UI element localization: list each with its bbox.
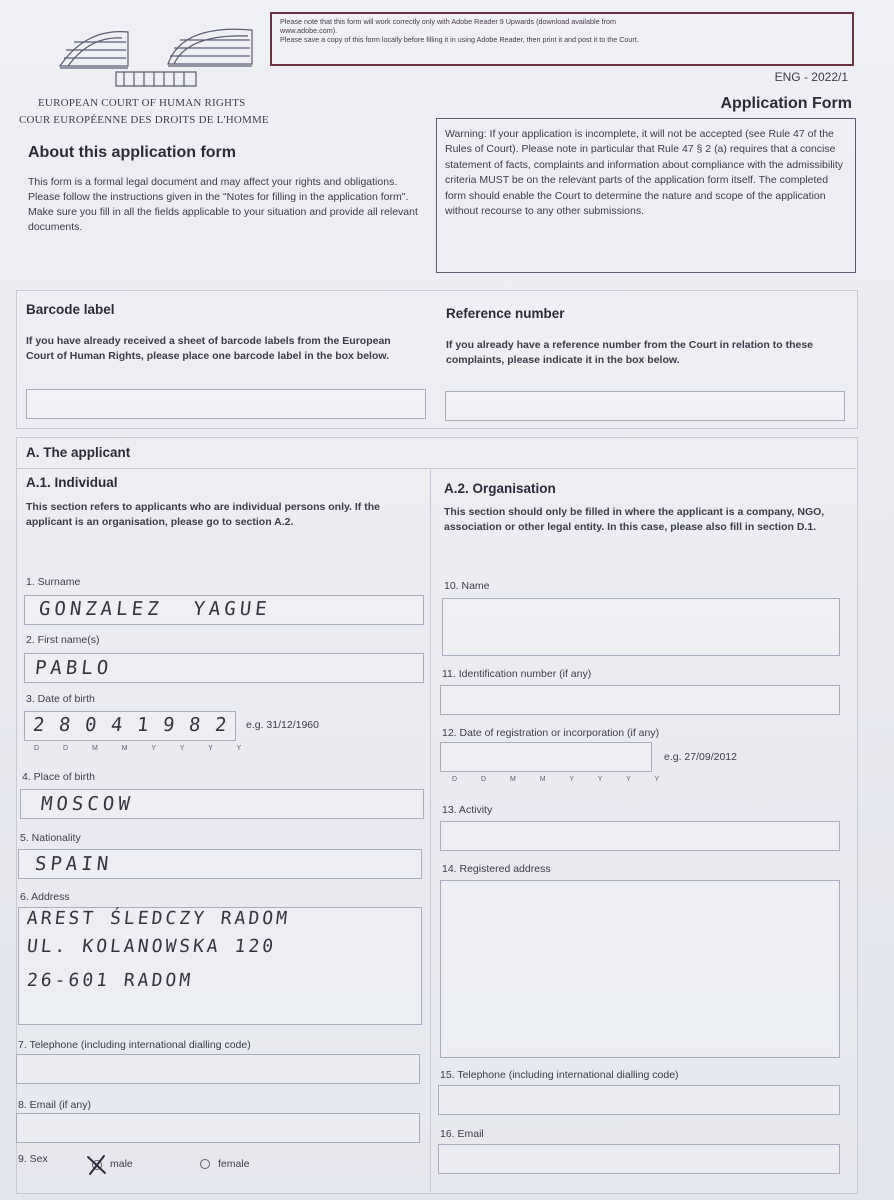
column-divider (430, 468, 431, 1192)
surname-value: GONZALEZ YAGUE (37, 598, 272, 620)
barcode-note: If you have already received a sheet of barcode labels from the European Court of Human Rights, please place one barcode label in the box below. (26, 335, 391, 362)
court-name-fr: COUR EUROPÉENNE DES DROITS DE L'HOMME (19, 114, 269, 126)
dob-label: 3. Date of birth (26, 693, 95, 705)
surname-input[interactable] (24, 595, 424, 625)
pob-value: MOSCOW (39, 793, 135, 815)
dob-digit: 1 (135, 714, 150, 736)
adobe-notice-box (270, 12, 854, 66)
pob-input[interactable] (20, 789, 424, 819)
notice-line-3: Please save a copy of this form locally before filling it in using Adobe Reader, then print it and post it to the Court. (280, 35, 639, 44)
male-radio[interactable] (90, 1158, 104, 1172)
dob-digit: 4 (109, 714, 124, 736)
dob-digit: 8 (187, 714, 202, 736)
org-address-input[interactable] (440, 880, 840, 1058)
barcode-label-box[interactable] (26, 389, 426, 419)
handwritten-x-mark-icon (86, 1154, 108, 1176)
applicant-title: A. The applicant (26, 445, 131, 460)
notice-line-2: www.adobe.com). (280, 26, 338, 35)
sex-label: 9. Sex (18, 1153, 48, 1165)
pob-label: 4. Place of birth (22, 771, 95, 783)
org-email-label: 16. Email (440, 1128, 484, 1140)
address-line-2: UL. KOLANOWSKA 120 (25, 936, 278, 957)
first-name-value: PABLO (33, 657, 114, 679)
org-address-label: 14. Registered address (442, 863, 551, 875)
org-id-label: 11. Identification number (if any) (442, 668, 592, 680)
female-radio[interactable] (200, 1159, 210, 1169)
telephone-label: 7. Telephone (including international dialling code) (18, 1039, 251, 1051)
dob-input[interactable] (24, 711, 236, 741)
org-reg-date-input[interactable] (440, 742, 652, 772)
reference-number-input[interactable] (445, 391, 845, 421)
nationality-value: SPAIN (33, 853, 114, 875)
reference-title: Reference number (446, 306, 565, 321)
org-reg-date-example: e.g. 27/09/2012 (664, 751, 737, 763)
address-line-3: 26-601 RADOM (25, 970, 195, 991)
dob-digit: 2 (31, 714, 46, 736)
telephone-input[interactable] (16, 1054, 420, 1084)
about-title: About this application form (28, 144, 236, 161)
nationality-input[interactable] (18, 849, 422, 879)
male-label: male (110, 1158, 133, 1170)
org-telephone-label: 15. Telephone (including international dialling code) (440, 1069, 679, 1081)
organisation-note: This section should only be filled in where the applicant is a company, NGO, association or other legal entity. In this case, please also fill in section D.1. (444, 506, 825, 533)
org-email-input[interactable] (438, 1144, 840, 1174)
dob-digit: 9 (161, 714, 176, 736)
org-name-input[interactable] (442, 598, 840, 656)
org-activity-label: 13. Activity (442, 804, 493, 816)
form-code: ENG - 2022/1 (774, 70, 848, 84)
org-telephone-input[interactable] (438, 1085, 840, 1115)
dob-example: e.g. 31/12/1960 (246, 719, 319, 731)
dob-digit: 8 (57, 714, 72, 736)
dob-digits (33, 714, 237, 736)
org-id-input[interactable] (440, 685, 840, 715)
surname-label: 1. Surname (26, 576, 81, 588)
org-reg-date-format: D D M M Y Y Y Y (452, 776, 671, 783)
organisation-title: A.2. Organisation (444, 481, 556, 496)
address-input[interactable] (18, 907, 422, 1025)
address-line-1: AREST ŚLEDCZY RADOM (25, 908, 292, 929)
first-name-label: 2. First name(s) (26, 634, 100, 646)
form-title: Application Form (720, 95, 852, 112)
notice-line-1: Please note that this form will work correctly only with Adobe Reader 9 Upwards (download available from (280, 17, 616, 26)
email-input[interactable] (16, 1113, 420, 1143)
individual-title: A.1. Individual (26, 475, 118, 490)
court-name-en: EUROPEAN COURT OF HUMAN RIGHTS (38, 97, 246, 109)
about-text: This form is a formal legal document and may affect your rights and obligations. Please follow the instructions given in the "Notes for filling in the application form". Make sure you fill in all the fields applicable to your situation and provide all relevant documents. (28, 176, 418, 233)
org-name-label: 10. Name (444, 580, 490, 592)
nationality-label: 5. Nationality (20, 832, 81, 844)
female-label: female (218, 1158, 250, 1170)
first-name-input[interactable] (24, 653, 424, 683)
court-building-logo (56, 22, 256, 92)
org-reg-date-label: 12. Date of registration or incorporation (if any) (442, 727, 660, 739)
individual-note: This section refers to applicants who are individual persons only. If the applicant is an organisation, please go to section A.2. (26, 501, 380, 528)
reference-note: If you already have a reference number from the Court in relation to these complaints, please indicate it in the box below. (446, 339, 814, 366)
org-activity-input[interactable] (440, 821, 840, 851)
applicant-divider (16, 468, 856, 469)
dob-format-hint: D D M M Y Y Y Y (34, 745, 253, 752)
dob-digit: 0 (83, 714, 98, 736)
dob-digit: 2 (213, 714, 228, 736)
email-label: 8. Email (if any) (18, 1099, 91, 1111)
address-label: 6. Address (20, 891, 70, 903)
barcode-title: Barcode label (26, 302, 115, 317)
warning-box: Warning: If your application is incomplete, it will not be accepted (see Rule 47 of the Rules of Court). Please note in particular that Rule 47 § 2 (a) requires that a concise statement of facts, complaints and information about compliance with the admissibility criteria MUST be on the relevant parts of the application form itself. The completed form should enable the Court to determine the nature and scope of the application without recourse to any other submissions. (436, 118, 856, 273)
